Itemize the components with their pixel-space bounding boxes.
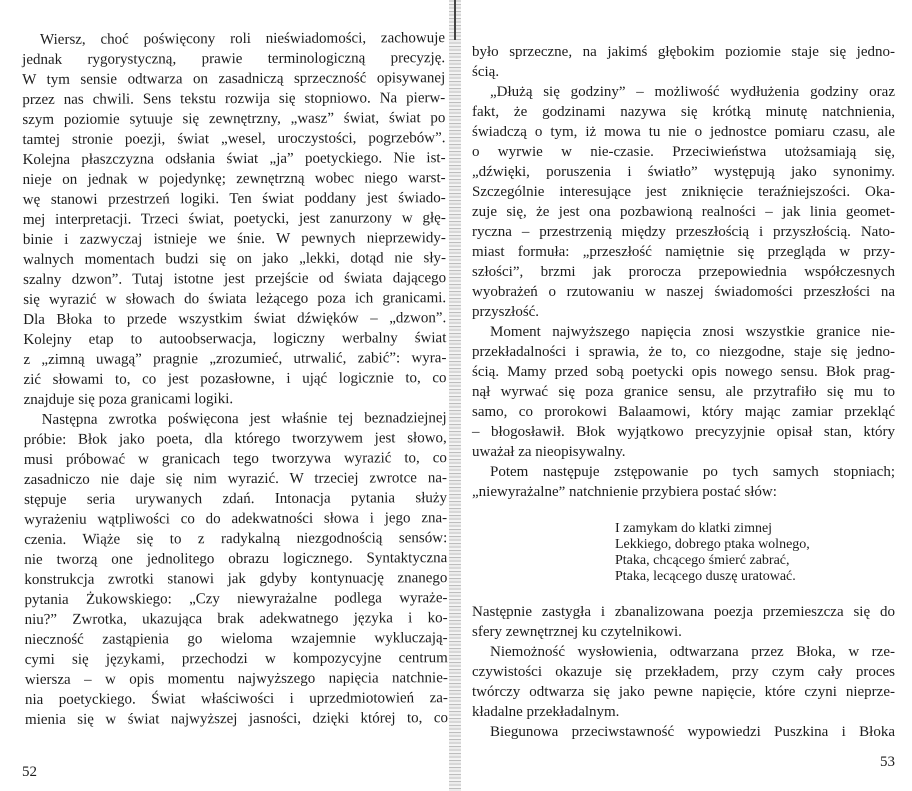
- paragraph: [472, 42, 895, 82]
- text-line: czywistości okazuje się przekładem, przy czym cały proces: [472, 664, 895, 680]
- text-line: Następna zwrotka poświęcona jest właśnie tej beznadziejnej: [41, 410, 447, 428]
- text-after-poem: [472, 602, 895, 742]
- text-line: ryczna – przestrzenią między przeszłością i przyszłością. Nato-: [472, 224, 895, 240]
- text-line: miast formuła: „przeszłość namiętnie się przegląda w przy-: [472, 244, 895, 260]
- text-line: wiersza – w opis momentu najwyższego napięcia natchnie-: [24, 670, 448, 688]
- text-line: Wiersz, choć poświęcony roli nieświadomości, zachowuje: [40, 30, 446, 48]
- text-line: walnych momentach budzi się on jako „lekki, dotąd nie sły-: [22, 250, 447, 268]
- left-page-text: [22, 28, 448, 730]
- text-line: zić słowami to, co jest pozasłowne, i ująć logicznie to, co: [23, 370, 447, 388]
- text-line: próbie: Błok jako poeta, dla którego tworzywem jest słowo,: [23, 430, 447, 448]
- text-line: Kolejna płaszczyzna odsłania świat „ja” poetyckiego. Nie ist-: [22, 150, 446, 168]
- text-line: wyobrażeń o rzutowaniu w naszej świadomości przeszłości na: [472, 284, 895, 300]
- text-line: Biegunowa przeciwstawność wypowiedzi Puszkina i Błoka: [490, 724, 895, 740]
- text-line: szym poziomie sytuuje się zewnętrzny, „wasz” świat, świat po: [22, 110, 446, 128]
- paragraph: [472, 642, 895, 722]
- text-line: Moment najwyższego napięcia znosi wszystkie granice nie-: [490, 324, 895, 340]
- text-line: Dla Błoka to przede wszystkim świat dźwięków – „dzwon”.: [23, 310, 447, 328]
- text-line: W tym sensie odtwarza on zasadniczą sprzeczność opisywanej: [22, 70, 446, 88]
- text-line: uważał za nieopisywalny.: [472, 444, 626, 460]
- paragraph: [472, 462, 895, 502]
- text-line: cymi się językami, przechodzi w kompozycyjne centrum: [24, 650, 448, 668]
- text-line: fakt, że godzinami nazywa się krótką minutę natchnienia,: [472, 104, 895, 120]
- poem-line: I zamykam do klatki zimnej: [615, 521, 773, 536]
- text-line: mienia się w świat najwyższej jasności, dzięki której to, co: [24, 710, 449, 728]
- right-page-text: [472, 42, 895, 742]
- text-line: wyrażeniu wątpliwości co do adekwatności słowa i jego zna-: [24, 510, 448, 528]
- page-number-right: 53: [880, 754, 895, 770]
- paragraph: [472, 602, 895, 642]
- text-line: mej interpretacji. Trzeci świat, poetycki, jest zanurzony w głę-: [22, 210, 446, 228]
- left-page: [0, 0, 452, 791]
- text-line: jednak rygorystyczną, prawie terminologiczną precyzję.: [22, 50, 446, 68]
- text-line: się wyrazić w słowach do świata leżącego poza ich granicami.: [23, 290, 447, 308]
- text-line: sfery zewnętrznej ku czytelnikowi.: [472, 624, 682, 640]
- text-line: nął wyrwać się poza granice sensu, ale przytrafiło się mu to: [472, 384, 895, 400]
- text-line: szalny dzwon”. Tutaj istotne jest przejście od świata dającego: [23, 270, 447, 288]
- text-line: samo, co prorokowi Balaamowi, który mając zamiar przekląć: [472, 404, 895, 420]
- paragraph: [472, 322, 895, 462]
- text-line: niu?” Zwrotka, ukazująca brak adekwatnego języka i ko-: [24, 610, 448, 628]
- text-line: nieczność zastąpienia go wieloma wzajemnie wykluczają-: [24, 630, 448, 648]
- text-line: Kolejny etap to autoobserwacja, logiczny werbalny świat: [23, 330, 447, 348]
- poem-line: Ptaka, lecącego duszę uratować.: [615, 569, 796, 584]
- paragraph: [22, 28, 447, 410]
- text-line: Niemożność wysłowienia, odtwarzana przez Błoka, w rze-: [490, 644, 895, 660]
- text-line: przyszłość.: [472, 304, 540, 320]
- text-line: – błogosławił. Błok wyjątkowo precyzyjnie opisał stan, który: [472, 424, 895, 440]
- text-line: przez nas chwili. Sens tekstu rozwija się stopniowo. Na pierw-: [22, 90, 446, 108]
- text-line: zuje się, że jest ona pozbawioną realności – jak linia geomet-: [472, 204, 895, 220]
- text-line: konstrukcja zwrotki stanowi jak gdyby kontynuację znanego: [24, 570, 448, 588]
- text-line: „Dłużą się godziny” – możliwość wydłużenia godziny oraz: [490, 84, 895, 100]
- text-line: „niewyrażalne” natchnienie przybiera postać słów:: [472, 484, 777, 500]
- page-number-left: 52: [22, 764, 37, 780]
- text-line: „dźwięki, poruszenia i światło” występują jako synonimy.: [472, 164, 895, 180]
- poem-quote: [472, 521, 895, 585]
- text-line: zasadniczo nie daje się nim wyrazić. W trzeciej zwrotce na-: [23, 470, 447, 488]
- text-line: świadczą o tym, iż mowa tu nie o jednostce pomiaru czasu, ale: [472, 124, 895, 140]
- poem-line: Ptaka, chcącego śmierć zabrać,: [615, 553, 790, 568]
- text-line: twórczy odtwarza się jako pewne napięcie, które czyni nieprze-: [472, 684, 895, 700]
- text-line: kładalne przekładalnym.: [472, 704, 620, 720]
- text-line: binie i zazwyczaj istnieje we śnie. W pewnych nieprzewidy-: [22, 230, 446, 248]
- book-spine: [449, 0, 461, 791]
- text-line: Następnie zastygła i zbanalizowana poezja przemieszcza się do: [472, 604, 895, 620]
- text-line: z „zimną uwagą” pragnie „zrozumieć, utrwalić, zabić”: wyra-: [23, 350, 447, 368]
- text-line: było sprzeczne, na jakimś głębokim poziomie staje się jedno-: [472, 44, 895, 60]
- right-page: [462, 0, 912, 791]
- text-line: nieje on jednak w pojedynkę; zewnętrzną wobec niego warst-: [22, 170, 446, 188]
- text-before-poem: [472, 42, 895, 502]
- text-line: nia poetyckiego. Świat właściwości i uprzedmiotowień za-: [24, 690, 448, 708]
- text-line: nie tworzą one jednolitego obrazu logicznego. Syntaktyczna: [24, 550, 448, 568]
- text-line: ścią. Mamy przed sobą poetycki opis nowego sensu. Błok prag-: [472, 364, 895, 380]
- paragraph: [472, 82, 895, 322]
- text-line: o wyrwie w nie-czasie. Przeciwieństwa utożsamiają się,: [472, 144, 895, 160]
- text-line: szłości”, brzmi jak prorocza przepowiednia współczesnych: [472, 264, 895, 280]
- text-line: pytania Żukowskiego: „Czy niewyrażalne podlega wyraże-: [24, 590, 448, 608]
- poem-line: Lekkiego, dobrego ptaka wolnego,: [615, 537, 810, 552]
- text-line: stępuje seria urywanych zdań. Intonacja pytania służy: [24, 490, 448, 508]
- text-line: czenia. Wiąże się to z radykalną niezgodnością sensów:: [24, 530, 448, 548]
- text-line: musi próbować w granicach tego tworzywa wyrazić to, co: [23, 450, 447, 468]
- text-line: tamtej stronie poezji, świat „wesel, uroczystości, pogrzebów”.: [22, 130, 446, 148]
- text-line: przekładalności i sprawia, że to, co niezgodne, staje się jedno-: [472, 344, 895, 360]
- paragraph: [24, 408, 448, 730]
- text-line: znajduje się poza granicami logiki.: [23, 391, 234, 408]
- text-line: wę stanowi przestrzeń logiki. Ten świat poddany jest świado-: [22, 190, 446, 208]
- text-line: Szczególnie interesujące jest zniknięcie teraźniejszości. Oka-: [472, 184, 895, 200]
- paragraph: [472, 722, 895, 742]
- text-line: ścią.: [472, 64, 500, 80]
- text-line: Potem następuje zstępowanie po tych samych stopniach;: [490, 464, 895, 480]
